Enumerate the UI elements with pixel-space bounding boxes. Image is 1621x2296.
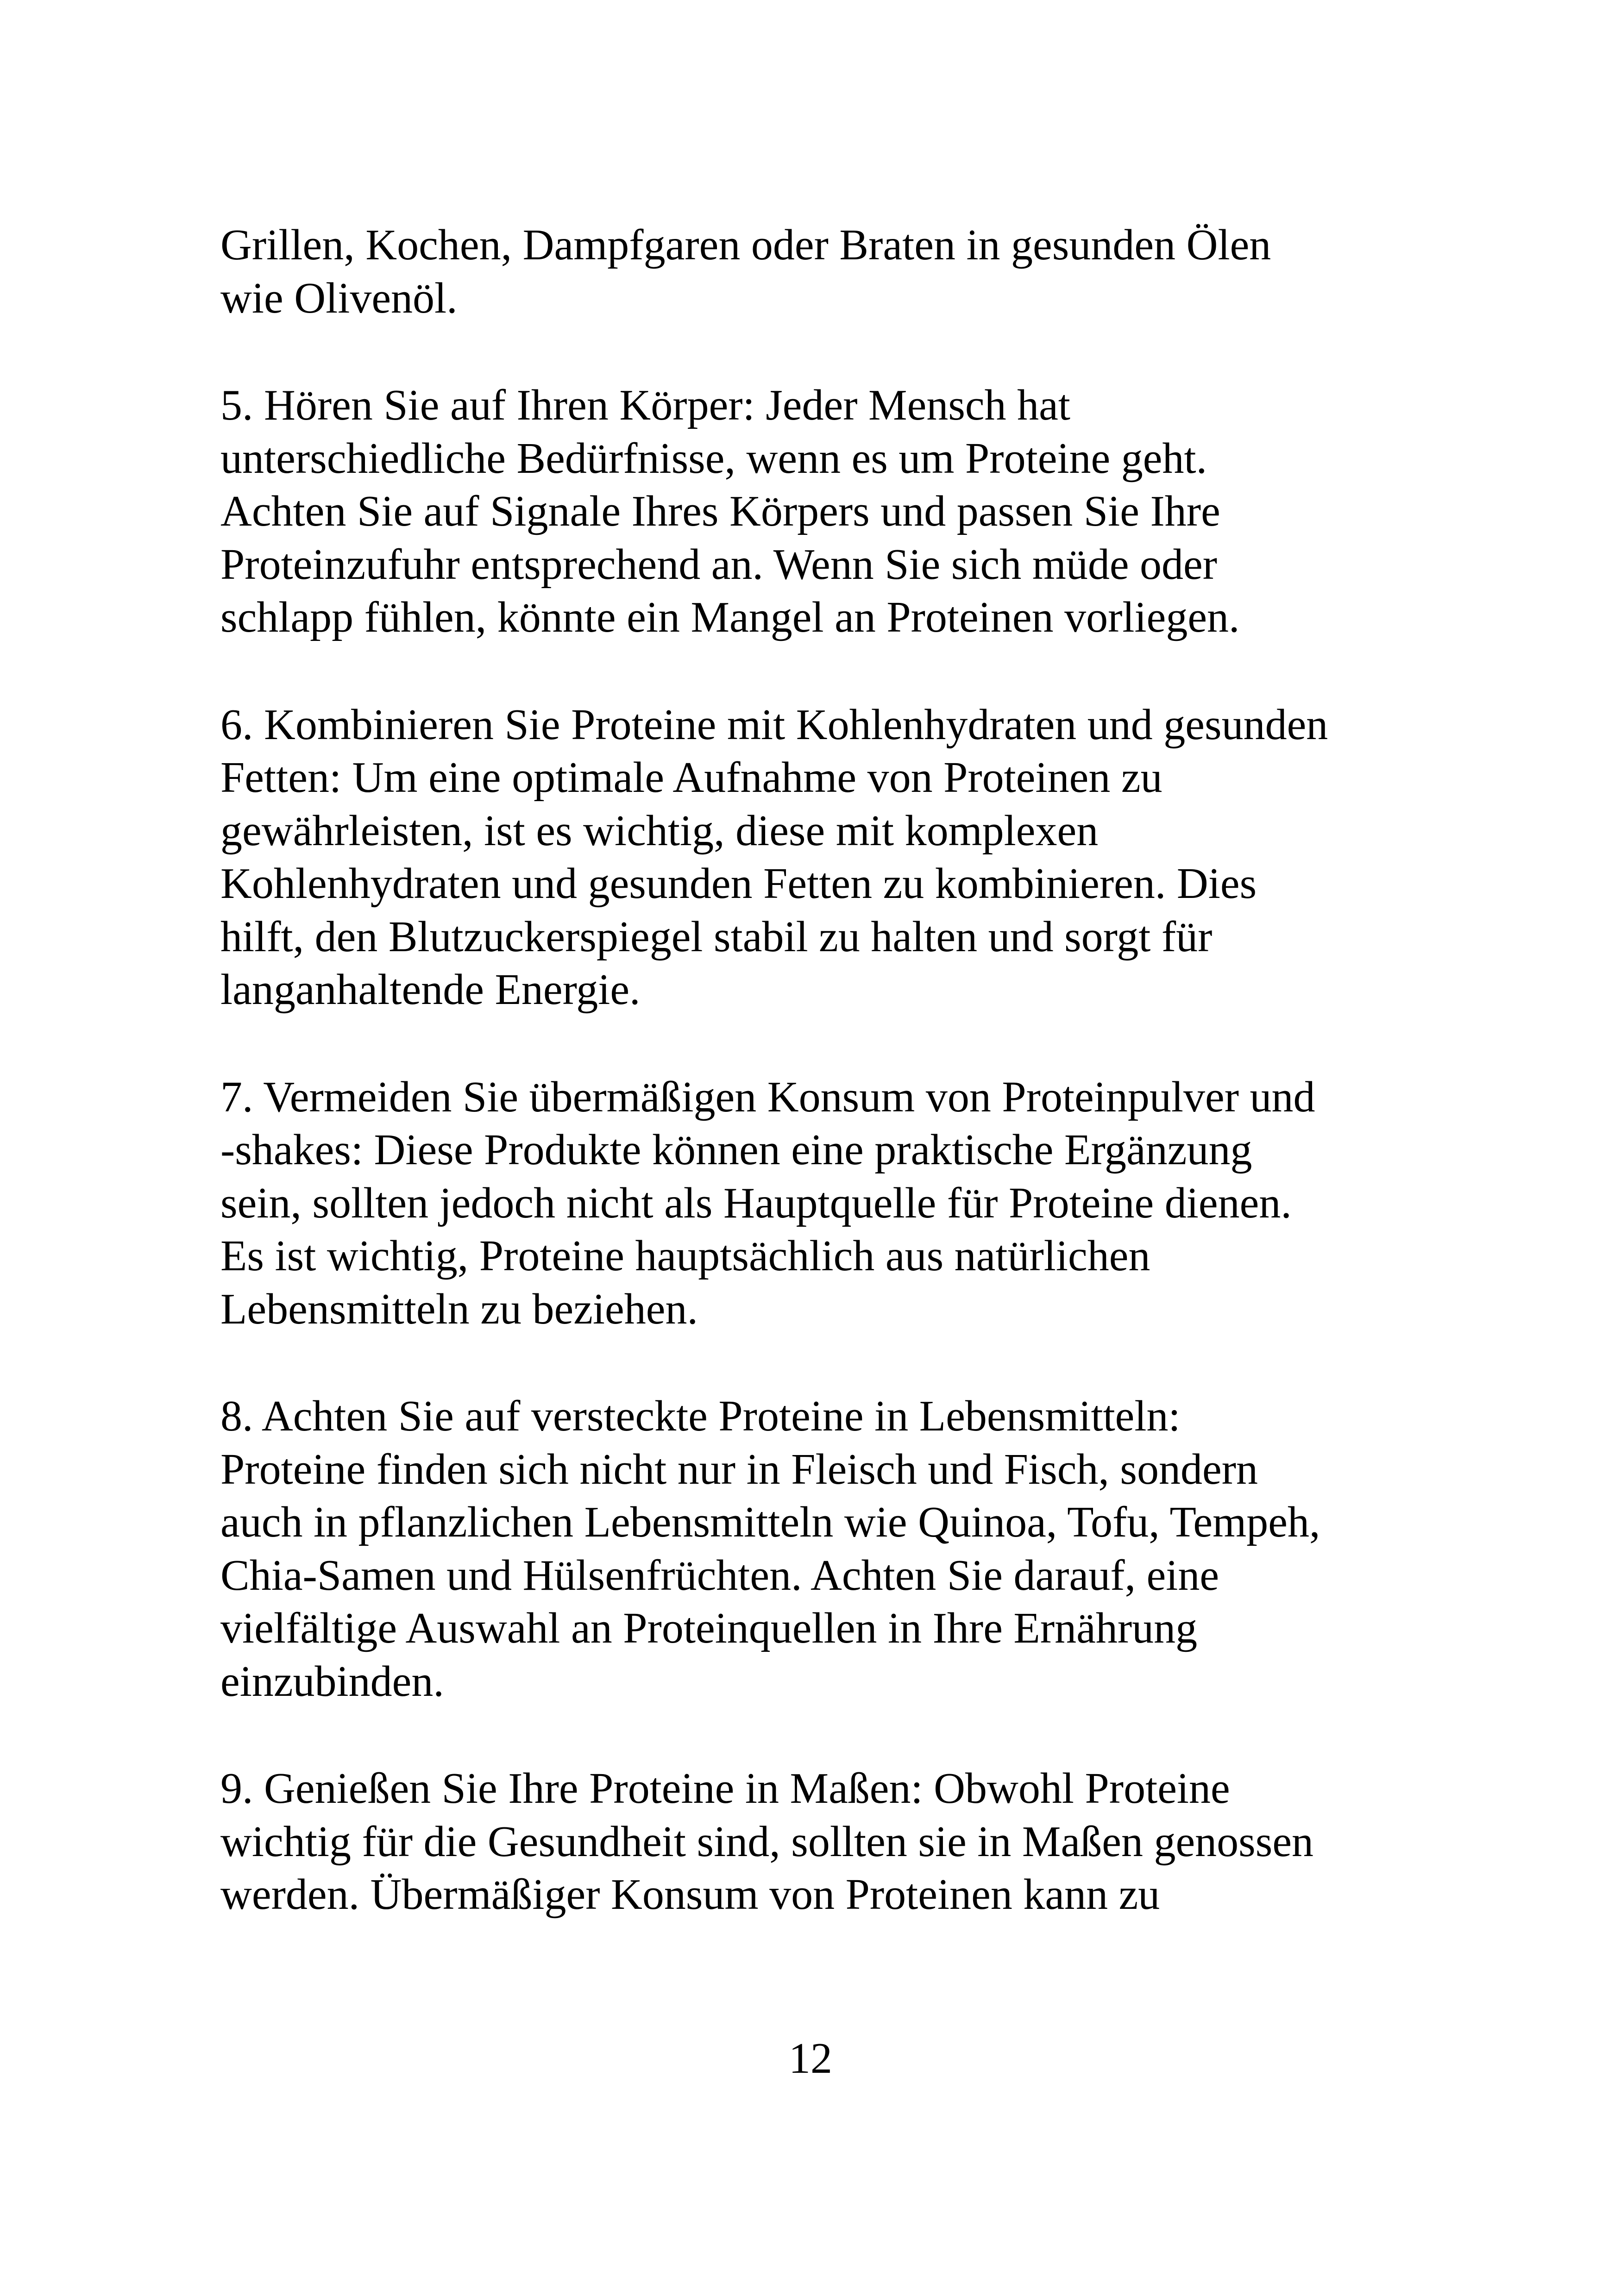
text-line: gewährleisten, ist es wichtig, diese mit komplexen [220,806,1099,855]
text-line: langanhaltende Energie. [220,966,641,1014]
text-line: vielfältige Auswahl an Proteinquellen in Ihre Ernährung [220,1604,1198,1652]
text-line: unterschiedliche Bedürfnisse, wenn es um Proteine geht. [220,434,1207,483]
text-line: Grillen, Kochen, Dampfgaren oder Braten in gesunden Ölen [220,221,1271,269]
paragraph-tip-7 [220,1071,1471,1336]
body-text [220,219,1471,1976]
text-line: wichtig für die Gesundheit sind, sollten sie in Maßen genossen [220,1817,1314,1866]
text-line: hilft, den Blutzuckerspiegel stabil zu halten und sorgt für [220,912,1213,961]
text-line: Achten Sie auf Signale Ihres Körpers und passen Sie Ihre [220,487,1220,535]
paragraph-continuation [220,219,1471,325]
text-line: 5. Hören Sie auf Ihren Körper: Jeder Mensch hat [220,381,1070,429]
text-line: Es ist wichtig, Proteine hauptsächlich aus natürlichen [220,1232,1150,1280]
text-line: Proteine finden sich nicht nur in Fleisch und Fisch, sondern [220,1445,1258,1493]
text-line: auch in pflanzlichen Lebensmitteln wie Quinoa, Tofu, Tempeh, [220,1498,1320,1546]
page-number: 12 [789,2034,832,2083]
text-line: Kohlenhydraten und gesunden Fetten zu kombinieren. Dies [220,859,1257,908]
paragraph-tip-5 [220,379,1471,644]
text-line: 6. Kombinieren Sie Proteine mit Kohlenhydraten und gesunden [220,700,1328,749]
text-line: 7. Vermeiden Sie übermäßigen Konsum von Proteinpulver und [220,1073,1315,1121]
text-line: sein, sollten jedoch nicht als Hauptquelle für Proteine dienen. [220,1179,1292,1227]
text-line: einzubinden. [220,1657,444,1706]
text-line: 8. Achten Sie auf versteckte Proteine in Lebensmitteln: [220,1392,1181,1440]
text-line: werden. Übermäßiger Konsum von Proteinen kann zu [220,1870,1160,1919]
text-line: schlapp fühlen, könnte ein Mangel an Proteinen vorliegen. [220,593,1240,641]
text-line: 9. Genießen Sie Ihre Proteine in Maßen: Obwohl Proteine [220,1764,1230,1813]
paragraph-tip-6 [220,698,1471,1016]
text-line: Lebensmitteln zu beziehen. [220,1285,698,1333]
text-line: Chia-Samen und Hülsenfrüchten. Achten Sie darauf, eine [220,1551,1219,1600]
text-line: -shakes: Diese Produkte können eine praktische Ergänzung [220,1126,1252,1174]
text-line: Fetten: Um eine optimale Aufnahme von Proteinen zu [220,753,1162,802]
text-line: wie Olivenöl. [220,274,458,322]
text-line: Proteinzufuhr entsprechend an. Wenn Sie sich müde oder [220,540,1218,589]
paragraph-tip-8 [220,1390,1471,1708]
paragraph-tip-9 [220,1762,1471,1921]
